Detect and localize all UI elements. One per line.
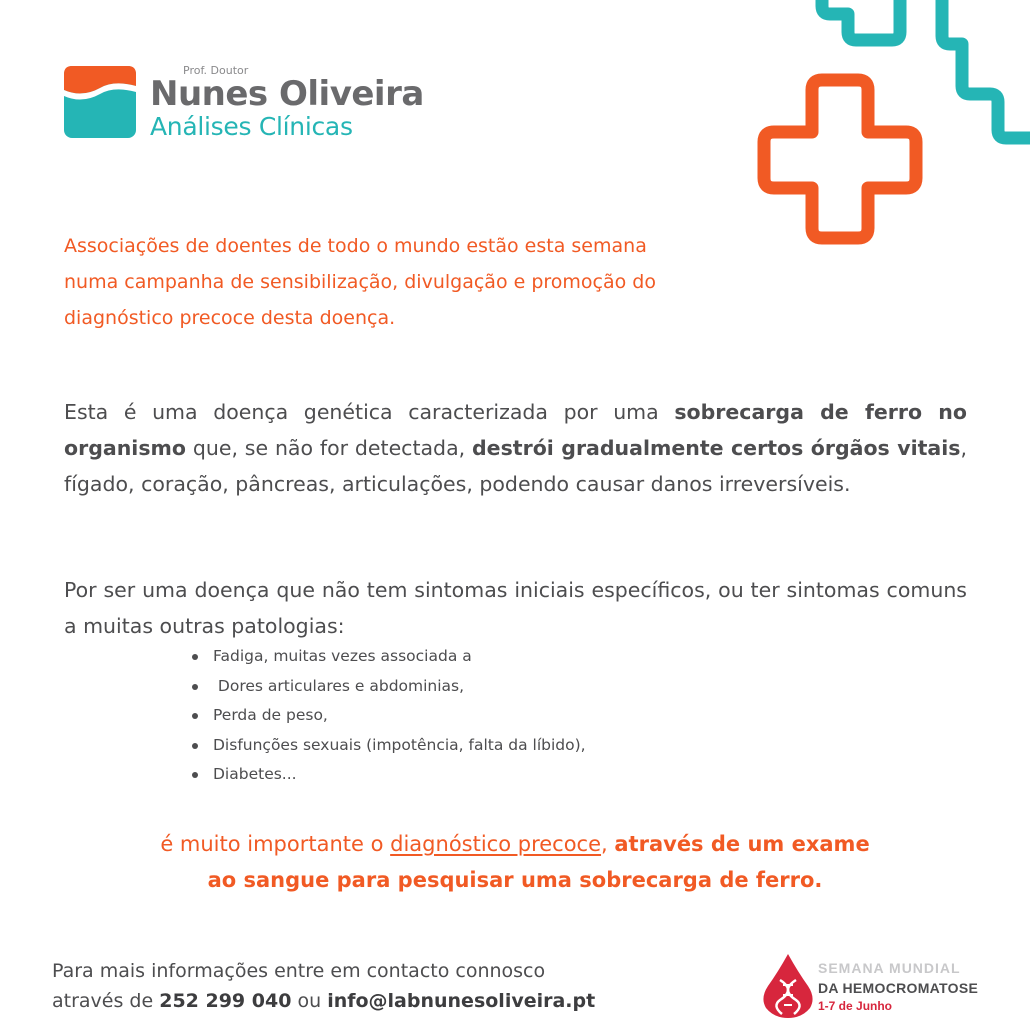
para1-text-2: que, se não for detectada, — [185, 436, 472, 460]
logo-subtitle: Análises Clínicas — [150, 112, 353, 141]
symptoms-intro: Por ser uma doença que não tem sintomas iniciais específicos, ou ter sintomas comuns a muitas outras patologias: — [64, 578, 967, 638]
email-address[interactable]: info@labnunesoliveira.pt — [327, 990, 596, 1012]
logo-prefix: Prof. Doutor — [183, 64, 249, 77]
intro-text: Associações de doentes de todo o mundo estão esta semana numa campanha de sensibilização, divulgação e promoção do diagnóstico precoce desta doença. — [64, 235, 656, 329]
para1-bold-2: destrói gradualmente certos órgãos vitais — [472, 436, 961, 460]
symptoms-list — [190, 642, 586, 790]
call-to-action — [0, 826, 1030, 898]
blood-drop-dna-icon — [758, 952, 818, 1018]
week-title-1: SEMANA MUNDIAL — [818, 960, 961, 976]
contact-mid: ou — [291, 990, 328, 1012]
cta-text-1: é muito importante o — [160, 832, 391, 856]
para1-text-1: Esta é uma doença genética caracterizada por uma — [64, 400, 675, 424]
cta-bold-1: através de um exame — [614, 832, 870, 856]
description-paragraph — [64, 394, 967, 502]
para1-bold-1: sobrecarga de ferro no organismo — [64, 400, 967, 460]
contact-prefix: através de — [52, 990, 160, 1012]
diagnosis-link[interactable]: diagnóstico precoce — [390, 832, 602, 856]
list-item: Disfunções sexuais (impotência, falta da líbido), — [190, 731, 586, 761]
medical-crosses-icon — [730, 0, 1030, 280]
list-item: Diabetes... — [190, 760, 586, 790]
cta-text-2: , — [601, 832, 615, 856]
week-title-2: DA HEMOCROMATOSE — [818, 980, 979, 996]
para1-text-3: , fígado, coração, pâncreas, articulações, podendo causar danos irreversíveis. — [64, 436, 967, 496]
lab-logo-icon — [64, 66, 136, 138]
cta-bold-2: ao sangue para pesquisar uma sobrecarga de ferro. — [207, 868, 823, 892]
list-item: Fadiga, muitas vezes associada a — [190, 642, 586, 672]
list-item: Perda de peso, — [190, 701, 586, 731]
phone-number[interactable]: 252 299 040 — [159, 990, 292, 1012]
list-item: Dores articulares e abdominias, — [190, 672, 586, 702]
week-dates: 1-7 de Junho — [818, 999, 893, 1013]
logo-name: Nunes Oliveira — [150, 74, 424, 114]
contact-info — [52, 956, 595, 1016]
contact-line-1: Para mais informações entre em contacto connosco — [52, 960, 546, 982]
